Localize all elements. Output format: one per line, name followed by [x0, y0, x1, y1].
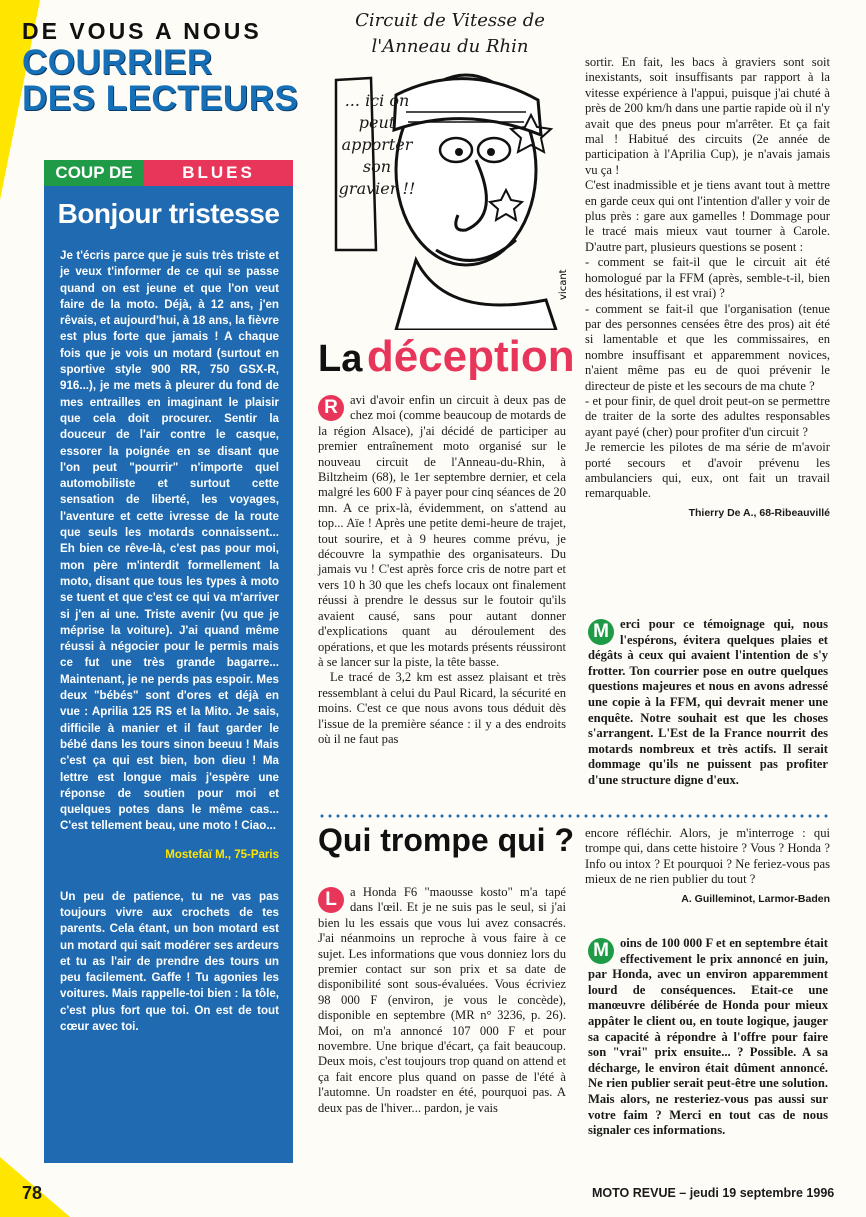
article1-reply-text: erci pour ce témoignage qui, nous l'espérons, évitera quelques plaies et dégâts à ceux qui avaient l'intention de s'y frotter. Ton courrier pose en outre quelques questions majeures et nous en avons adressé une copie à la FFM, qui devrait mener une enquête. Notre souhait est que les choses s'arrangent. L'Est de la France nourrit des motards nombreux et très actifs. Il serait dommage qu'ils ne puissent pas profiter d'une structure digne d'eux.: [588, 617, 828, 787]
article1-thanks: Je remercie les pilotes de ma série de m'avoir porté secours et d'avoir prévenu les ambulanciers qui, eux, ont fait un travail remarquable.: [585, 440, 830, 501]
sidebar-tag: [44, 160, 293, 186]
sidebar-title: Bonjour tristesse: [57, 198, 280, 229]
article2-body: a Honda F6 "maousse kosto" m'a tapé dans l'œil. Et je ne suis pas le seul, si j'ai bien lu les essais que vous lui avez consacrés. J'ai néanmoins un reproche à vous faire à ce sujet. Les informations que vous donniez lors du premier contact sur son prix et sa date de disponibilité sont sous-évaluées. Vous écriviez 98 000 F (environ, je vous le concède), disponible en septembre (MR n° 3236, p. 26). Moi, on m'a annoncé 107 000 F et pour novembre. Une brique d'écart, ça fait beaucoup. Deux mois, c'est toujours trop quand on attend et ça fait encore plus quand on passe de l'été à l'automne. Un roadster en été, pourquoi pas. A deux pas de l'hiver... pardon, je vais: [318, 885, 566, 1115]
rubric-kicker: DE VOUS A NOUS: [22, 18, 262, 44]
sidebar-signature: Mostefaï M., 75-Paris: [165, 848, 279, 861]
coup-de-blues-sidebar: [44, 160, 293, 1163]
sidebar-letter: Je t'écris parce que je suis très triste et je veux t'informer de ce qui se passe quand on est jeune et que l'on veut faire de la moto. Déjà, à 12 ans, j'en rêvais, et aujourd'hui, à 18 ans, la fièvre est plus forte que jamais ! A chaque fois que je vois un motard (surtout en sportive style 900 RR, 750 GSX-R, 916...), je me mets à pleurer du fond de mes entrailles en imaginant le plaisir que cela doit procurer. Sentir la douceur de l'air contre le casque, essorer la poignée en se disant que l'on peut "pourrir" n'importe quel automobiliste et surtout cette sensation de liberté, les voyages, l'aventure et cette ivresse de la route que seuls les motards connaissent... Eh bien ce rêve-là, c'est pas pour moi, mon père m'interdit formellement la moto, disant que tous les types à moto se tuent et que c'est ce qui va m'arriver si j'en ai une. Triste avenir (vu que je méprise la voiture). J'ai quand même réussi à négocier pour le permis mais ce fut une très grande bagarre... Maintenant, je ne perds pas espoir. Mes deux "bébés" sont d'ores et déjà en vue : Aprilia 125 RS et la Mito. Je sais, difficile à manier et il faut garder le bébé dans les tours sinon beeuu ! Mais c'est ça qui est bien, bon dieu ! Ma lettre est longue mais j'espère une réponse de soutien pour moi et quelques potes dans le même cas... C'est tellement beau, une moto ! Ciao...: [60, 249, 279, 833]
article1-dropcap: R: [318, 395, 344, 421]
article2-body-continued: encore réfléchir. Alors, je m'interroge : qui trompe qui, dans cette histoire ? Vous ? Honda ? Info ou intox ? Et pourquoi ? Ne feriez-vous pas mieux de ne rien publier du tout ?: [585, 826, 830, 887]
article2-reply-dropcap: M: [588, 938, 614, 964]
article1-body-para2: Le tracé de 3,2 km est assez plaisant et très ressemblant à celui du Paul Ricard, la sécurité en moins. C'est ce que nous avons tous déduit dès l'issue de la première séance : il y a des endroits où il ne faut pas: [318, 670, 566, 746]
article1-column2: [585, 55, 830, 521]
cartoon-speech-bubble: ... ici on peut apporter son gravier !!: [338, 91, 416, 198]
article1-question1: - comment se fait-il que le circuit ait été homologué par la FFM (après, semble-t-il, bien des hésitations, il est vrai) ?: [585, 255, 830, 301]
article2-editor-reply: [588, 936, 828, 1139]
rubric-title-line2: DES LECTEURS: [22, 79, 299, 118]
article2-reply-text: oins de 100 000 F et en septembre était effectivement le prix annoncé en juin, par Honda, avec un environ apparemment lourd de conséquences. Etait-ce une manœuvre délibérée de Honda pour mieux appâter le client ou, en toute logique, jauger sa capacité à répondre à l'offre pour faire son "vrai" prix ensuite... ? Possible. A sa décharge, le environ était dûment annoncé. Ne rien publier serait peut-être une solution. Mais alors, ne resteriez-vous pas aussi sur votre faim ? Merci en tout cas de nous signaler ces informations.: [588, 936, 828, 1138]
article1-body-para3: C'est inadmissible et je tiens avant tout à mettre en garde ceux qui ont l'intention d'aller y voir de plus près : gare aux gamelles ! Dommage pour le tracé mais mieux vaut tourner à Carole. D'autre part, plusieurs questions se posent :: [585, 178, 830, 254]
magazine-footer: MOTO REVUE – jeudi 19 septembre 1996: [592, 1186, 835, 1200]
page-number: 78: [22, 1183, 43, 1203]
cartoon-artist-signature: vicant: [558, 269, 569, 300]
headline-qui-trompe-qui: Qui trompe qui ?: [318, 822, 574, 858]
rubric-title-line1: COURRIER: [22, 43, 213, 82]
article2-dropcap: L: [318, 887, 344, 913]
article2-column1: [318, 885, 566, 1116]
article1-question3: - et pour finir, de quel droit peut-on se permettre de traiter de la sorte des adultes responsables ayant payé (cher) pour profiter d'un circuit ?: [585, 393, 830, 439]
article2-signature: A. Guilleminot, Larmor-Baden: [681, 892, 830, 905]
article1-column1: [318, 393, 566, 747]
rubric-header: [22, 18, 298, 117]
article1-question2: - comment se fait-il que l'organisation (tenue par des personnes censées être des pros) ait été si lamentable et que les commissaires, en nombre insuffisant et apparemment novices, n'aient même pas eu de quoi prévenir le directeur de piste et les secours de ma chute ?: [585, 301, 830, 393]
article1-editor-reply: [588, 617, 828, 789]
headline-deception-pre: La: [318, 338, 363, 380]
sidebar-tag-right: BLUES: [144, 160, 293, 186]
cartoon-title: Circuit de Vitesse de l'Anneau du Rhin: [355, 10, 545, 57]
article1-reply-dropcap: M: [588, 619, 614, 645]
article1-body: avi d'avoir enfin un circuit à deux pas de chez moi (comme beaucoup de motards de la région Alsace), j'ai décidé de participer au premier entraînement moto organisé sur le nouveau circuit de l'Anneau-du-Rhin, à Biltzheim (68), le 1er septembre dernier, et cela malgré les 600 F à payer pour cinq séances de 20 mn. A ce prix-là, évidemment, on s'attend au top... Aïe ! Après une petite demi-heure de trajet, tout sourire, et à 9 heures comme prévu, je découvre la sympathie des organisateurs. Du jamais vu ! C'est après force cris de notre part et vers 10 h 30 que les chefs locaux ont finalement réussi à prendre le dessus sur le foutoir qu'ils avaient causé, sans pour autant donner d'explications quant au déroulement des opérations, et que les motards présents réussiront à se lancer sur la piste, la tête basse.: [318, 393, 566, 669]
sidebar-tag-left: COUP DE: [44, 160, 144, 186]
article1-signature: Thierry De A., 68-Ribeauvillé: [688, 506, 830, 519]
article2-column2: [585, 826, 830, 907]
article1-body-continued: sortir. En fait, les bacs à graviers sont soit inexistants, soit insuffisants par rapport à la vitesse expérience à l'appui, puisque j'ai chuté à près de 200 km/h dans une partie rapide où il n'y avait que des pneus pour m'arrêter. Et ça fait mal ! Habitué des circuits (2e année de participation à l'Aprilia Cup), je n'avais jamais vu ça !: [585, 55, 830, 177]
sidebar-reply: Un peu de patience, tu ne vas pas toujours vivre aux crochets de tes parents. Cela étant, un bon motard est un motard qui sait modérer ses ardeurs et tu as l'air de prendre des tours un peu facilement. Gaffe ! Tu agonies les voitures. Mais rappelle-toi bien : la tôle, c'est plus fort que toi. On est de tout cœur avec toi.: [60, 889, 279, 1034]
headline-deception-main: déception: [366, 332, 575, 381]
headline-deception: [318, 332, 575, 382]
dotted-separator: [318, 814, 828, 818]
